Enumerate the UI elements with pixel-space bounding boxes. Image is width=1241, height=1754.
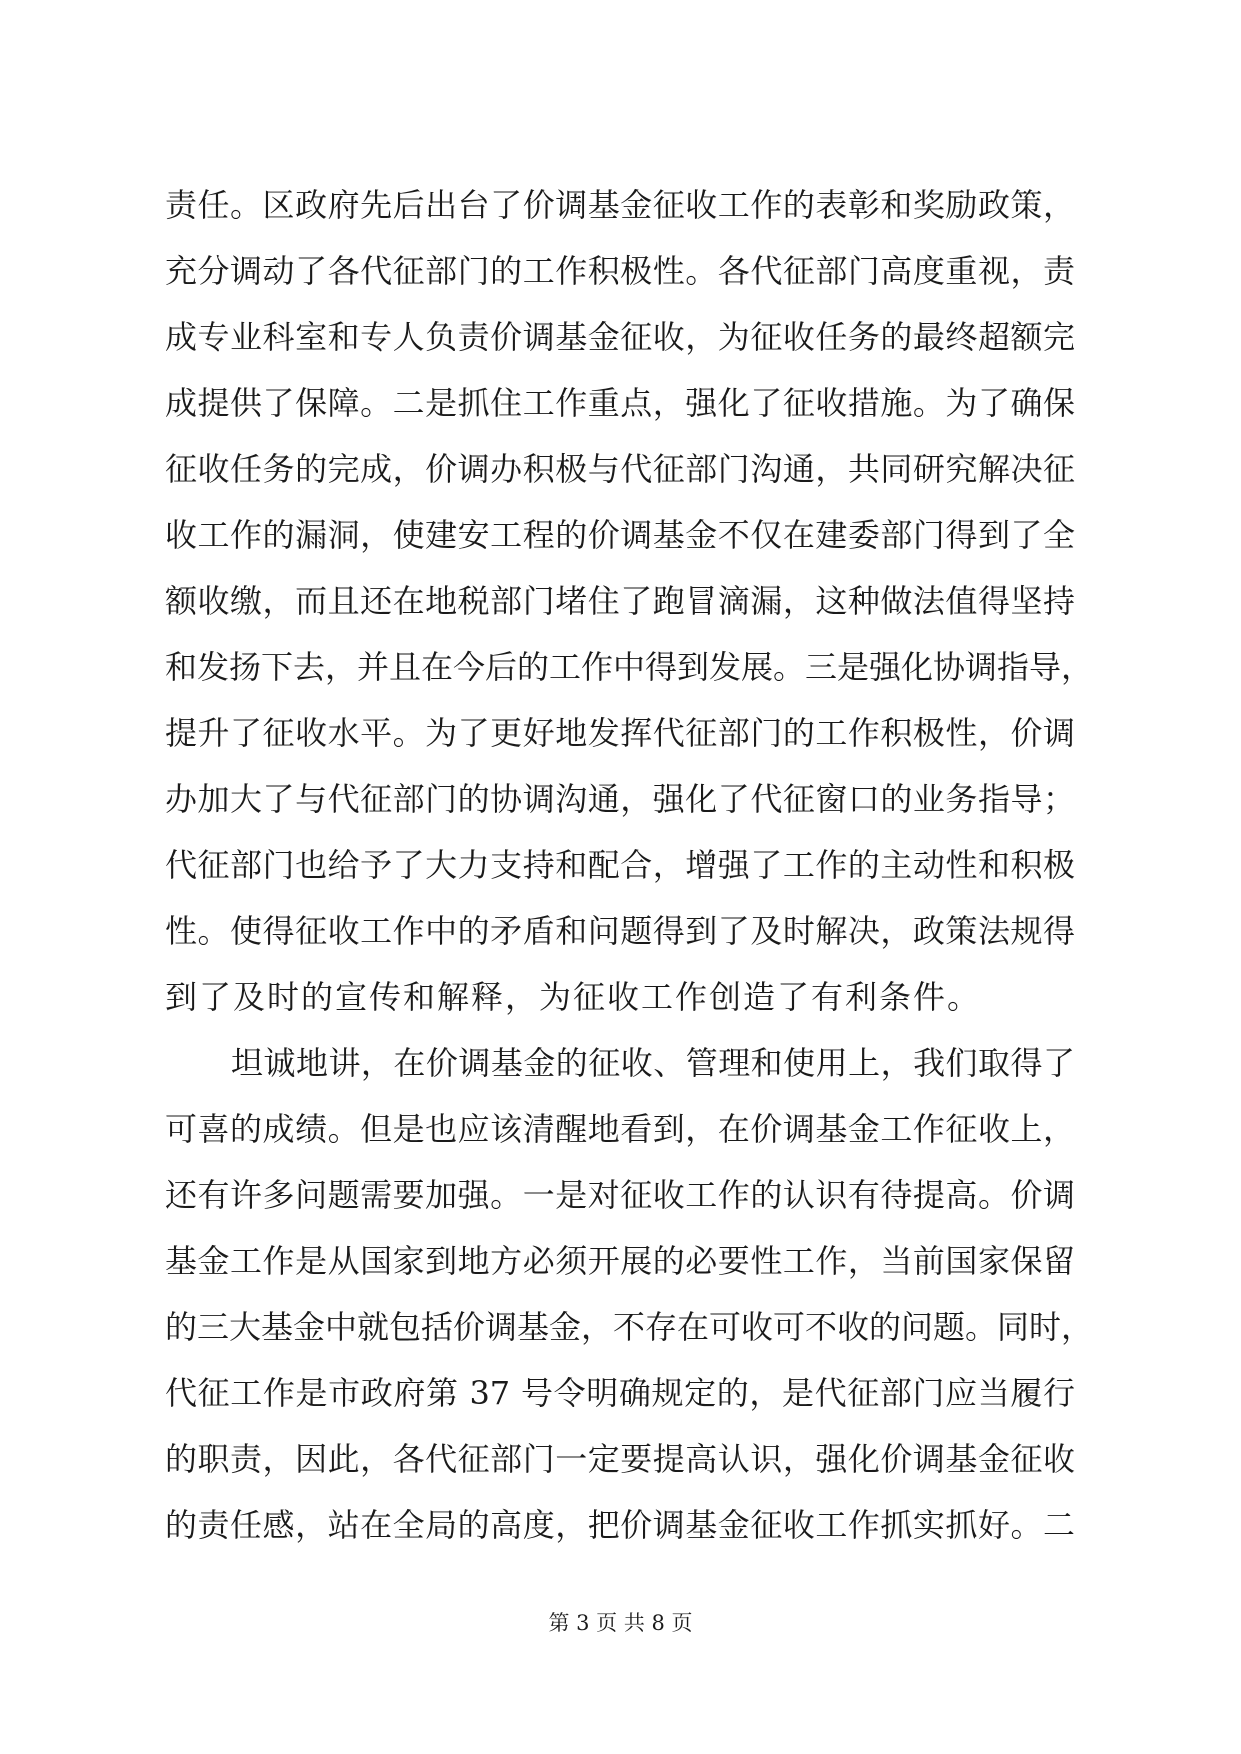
paragraph-2-line-2: 可喜的成绩。但是也应该清醒地看到，在价调基金工作征收上， bbox=[165, 1110, 1075, 1148]
paragraph-2-line-4: 基金工作是从国家到地方必须开展的必要性工作，当前国家保留 bbox=[165, 1242, 1075, 1280]
page-number-footer: 第 3 页 共 8 页 bbox=[548, 1611, 693, 1635]
paragraph-1-line-13: 到了及时的宣传和解释，为征收工作创造了有利条件。 bbox=[165, 978, 982, 1016]
paragraph-1-line-11: 代征部门也给予了大力支持和配合，增强了工作的主动性和积极 bbox=[165, 846, 1075, 884]
paragraph-2-line-7: 的职责，因此，各代征部门一定要提高认识，强化价调基金征收 bbox=[165, 1440, 1075, 1478]
paragraph-1-line-12: 性。使得征收工作中的矛盾和问题得到了及时解决，政策法规得 bbox=[165, 912, 1075, 950]
paragraph-2-line-5: 的三大基金中就包括价调基金，不存在可收可不收的问题。同时， bbox=[165, 1308, 1094, 1346]
paragraph-2-line-1: 坦诚地讲，在价调基金的征收、管理和使用上，我们取得了 bbox=[231, 1044, 1075, 1082]
paragraph-1-line-6: 收工作的漏洞，使建安工程的价调基金不仅在建委部门得到了全 bbox=[165, 516, 1075, 554]
paragraph-1-line-1: 责任。区政府先后出台了价调基金征收工作的表彰和奖励政策， bbox=[165, 186, 1075, 224]
paragraph-1-line-3: 成专业科室和专人负责价调基金征收，为征收任务的最终超额完 bbox=[165, 318, 1075, 356]
paragraph-1-line-4: 成提供了保障。二是抓住工作重点，强化了征收措施。为了确保 bbox=[165, 384, 1075, 422]
paragraph-1-line-2: 充分调动了各代征部门的工作积极性。各代征部门高度重视，责 bbox=[165, 252, 1075, 290]
body-text bbox=[165, 172, 1094, 1558]
paragraph-2-line-6: 代征工作是市政府第 37 号令明确规定的，是代征部门应当履行 bbox=[165, 1374, 1075, 1412]
paragraph-1-line-8: 和发扬下去，并且在今后的工作中得到发展。三是强化协调指导， bbox=[165, 648, 1094, 686]
paragraph-1-line-10: 办加大了与代征部门的协调沟通，强化了代征窗口的业务指导； bbox=[165, 780, 1075, 818]
paragraph-1-line-9: 提升了征收水平。为了更好地发挥代征部门的工作积极性，价调 bbox=[165, 714, 1075, 752]
paragraph-2-line-8: 的责任感，站在全局的高度，把价调基金征收工作抓实抓好。二 bbox=[165, 1506, 1075, 1544]
paragraph-2-line-3: 还有许多问题需要加强。一是对征收工作的认识有待提高。价调 bbox=[165, 1176, 1075, 1214]
paragraph-1-line-7: 额收缴，而且还在地税部门堵住了跑冒滴漏，这种做法值得坚持 bbox=[165, 582, 1075, 620]
paragraph-1-line-5: 征收任务的完成，价调办积极与代征部门沟通，共同研究解决征 bbox=[165, 450, 1075, 488]
